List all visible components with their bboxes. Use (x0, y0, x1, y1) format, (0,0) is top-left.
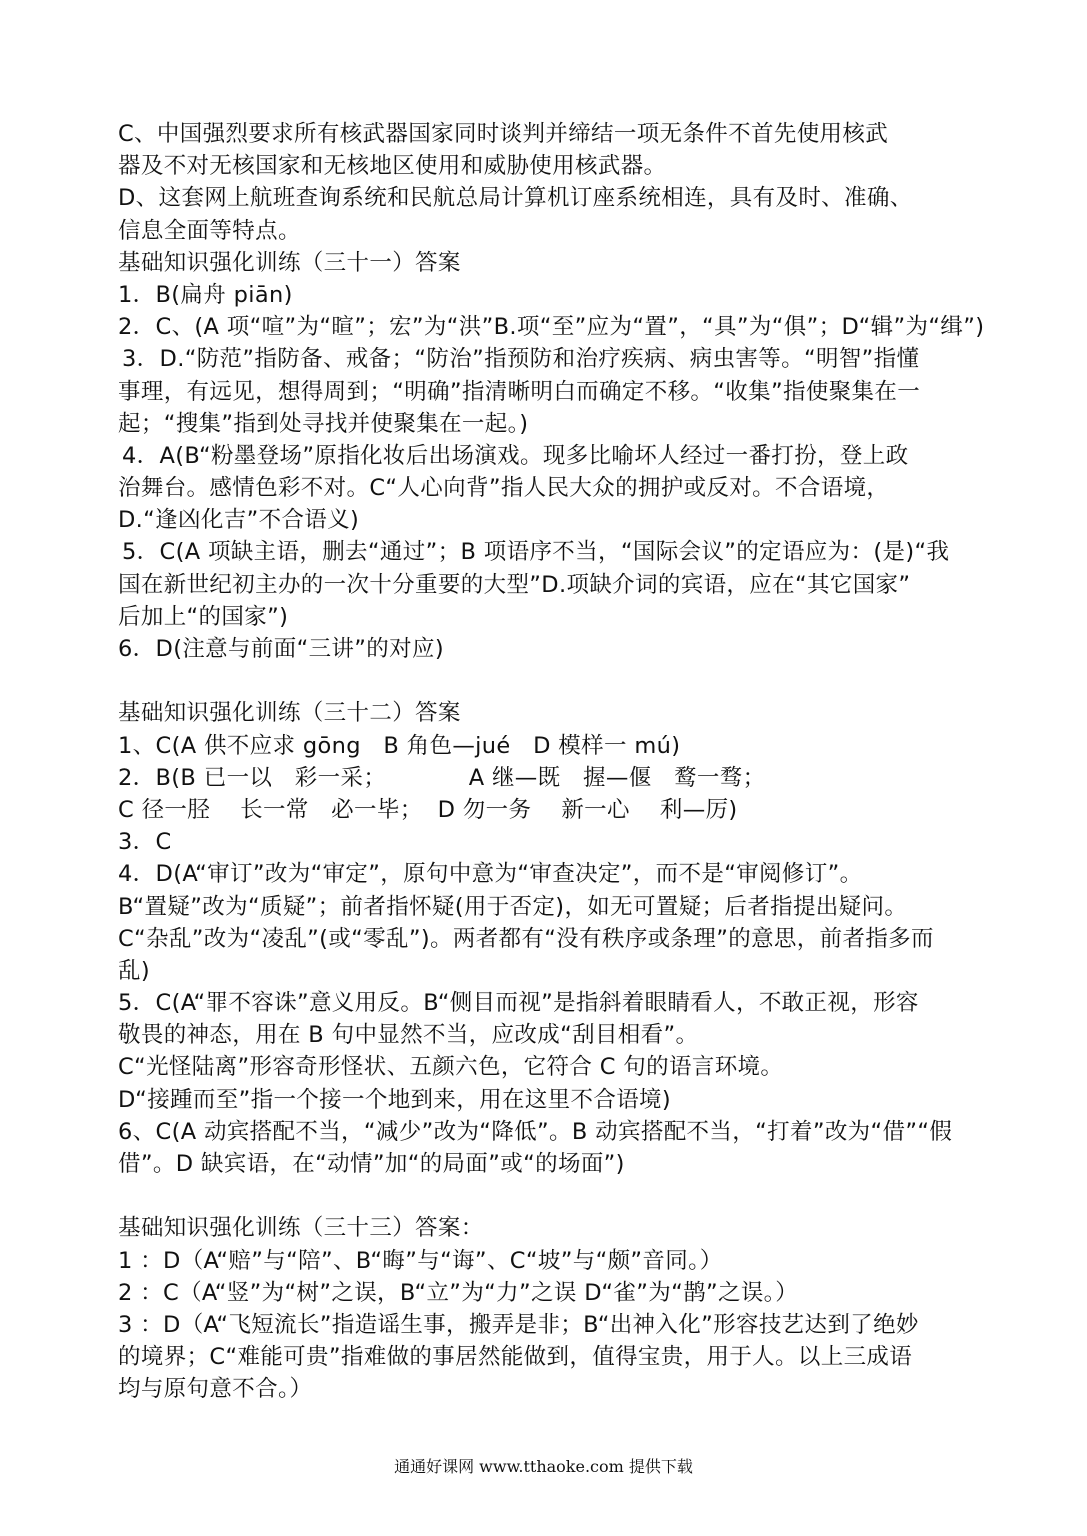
text-line: 治舞台。感情色彩不对。C“人心向背”指人民大众的拥护或反对。不合语境， (118, 475, 890, 502)
text-line: 敬畏的神态，用在 B 句中显然不当，应改成“刮目相看”。 (118, 1022, 699, 1049)
text-line: D“接踵而至”指一个接一个地到来，用在这里不合语境) (118, 1086, 672, 1113)
text-line: 2．B(B 已一以 彩一采； A 继—既 握—偃 鹜一骛； (118, 764, 766, 791)
text-line: 信息全面等特点。 (118, 217, 301, 244)
text-line: 国在新世纪初主办的一次十分重要的大型”D.项缺介词的宾语，应在“其它国家” (118, 571, 911, 598)
text-line: 均与原句意不合。） (118, 1376, 313, 1403)
text-line: 基础知识强化训练（三十二）答案 (118, 700, 461, 727)
text-line: C“光怪陆离”形容奇形怪状、五颜六色，它符合 C 句的语言环境。 (118, 1054, 784, 1081)
text-line: 乱) (118, 957, 150, 984)
text-line: 3．C (118, 829, 172, 856)
text-line: 借”。D 缺宾语，在“动情”加“的局面”或“的场面”) (118, 1151, 625, 1177)
text-line: 6、C(A 动宾搭配不当，“减少”改为“降低”。B 动宾搭配不当，“打着”改为“借”“假 (118, 1118, 953, 1145)
text-line: 基础知识强化训练（三十一）答案 (118, 249, 461, 276)
text-line: 3．D.“防范”指防备、戒备；“防治”指预防和治疗疾病、病虫害等。“明智”指懂 (122, 346, 920, 373)
text-line: 4．D(A“审订”改为“审定”，原句中意为“审查决定”，而不是“审阅修订”。 (118, 861, 863, 888)
text-line: 器及不对无核国家和无核地区使用和威胁使用核武器。 (118, 153, 667, 180)
text-line: 后加上“的国家”) (118, 603, 289, 630)
text-line: 6．D(注意与前面“三讲”的对应) (118, 636, 444, 662)
text-line: D.“逢凶化吉”不合语义) (118, 507, 360, 534)
text-line: 3 ：D（A“飞短流长”指造谣生事，搬弄是非；B“出神入化”形容技艺达到了绝妙 (118, 1311, 919, 1338)
paragraph-gap (118, 1180, 978, 1212)
document-body (118, 118, 985, 1406)
page-footer: 通通好课网 www.tthaoke.com 提供下载 (394, 1457, 693, 1476)
paragraph-gap (118, 665, 978, 697)
text-line: 事理，有远见，想得周到；“明确”指清晰明白而确定不移。“收集”指使聚集在一 (118, 378, 921, 405)
text-line: 基础知识强化训练（三十三）答案： (118, 1215, 484, 1242)
text-line: 4．A(B“粉墨登场”原指化妆后出场演戏。现多比喻坏人经过一番打扮，登上政 (122, 442, 909, 469)
text-line: 1 ：D（A“赔”与“陪”、B“晦”与“诲”、C“坡”与“颇”音同。） (118, 1247, 723, 1274)
text-line: 2 ：C（A“竖”为“树”之误，B“立”为“力”之误 D“雀”为“鹊”之误。） (118, 1279, 799, 1306)
text-line: D、这套网上航班查询系统和民航总局计算机订座系统相连，具有及时、准确、 (118, 185, 913, 212)
text-line: 5．C(A 项缺主语，删去“通过”；B 项语序不当，“国际会议”的定语应为：(是)“我 (122, 539, 950, 566)
text-line: 1、C(A 供不应求 gōng B 角色—jué D 模样一 mú) (118, 732, 681, 759)
text-line: 1．B(扁舟 piān) (118, 281, 293, 308)
text-line: 5．C(A“罪不容诛”意义用反。B“侧目而视”是指斜着眼睛看人，不敢正视，形容 (118, 990, 919, 1017)
text-line: 2．C、(A 项“喧”为“暄”；宏”为“洪”B.项“至”应为“置”，“具”为“俱”；D“辑”为“缉”) (118, 314, 985, 341)
text-line: B“置疑”改为“质疑”；前者指怀疑(用于否定)，如无可置疑；后者指提出疑问。 (118, 893, 908, 920)
text-line: C“杂乱”改为“凌乱”(或“零乱”)。两者都有“没有秩序或条理”的意思，前者指多而 (118, 925, 934, 952)
text-line: C、中国强烈要求所有核武器国家同时谈判并缔结一项无条件不首先使用核武 (118, 121, 889, 147)
text-line: C 径一胫 长一常 必一毕； D 勿一务 新一心 利—厉) (118, 796, 738, 823)
text-line: 起；“搜集”指到处寻找并使聚集在一起。) (118, 410, 529, 437)
text-line: 的境界；C“难能可贵”指难做的事居然能做到，值得宝贵，用于人。以上三成语 (118, 1344, 913, 1371)
